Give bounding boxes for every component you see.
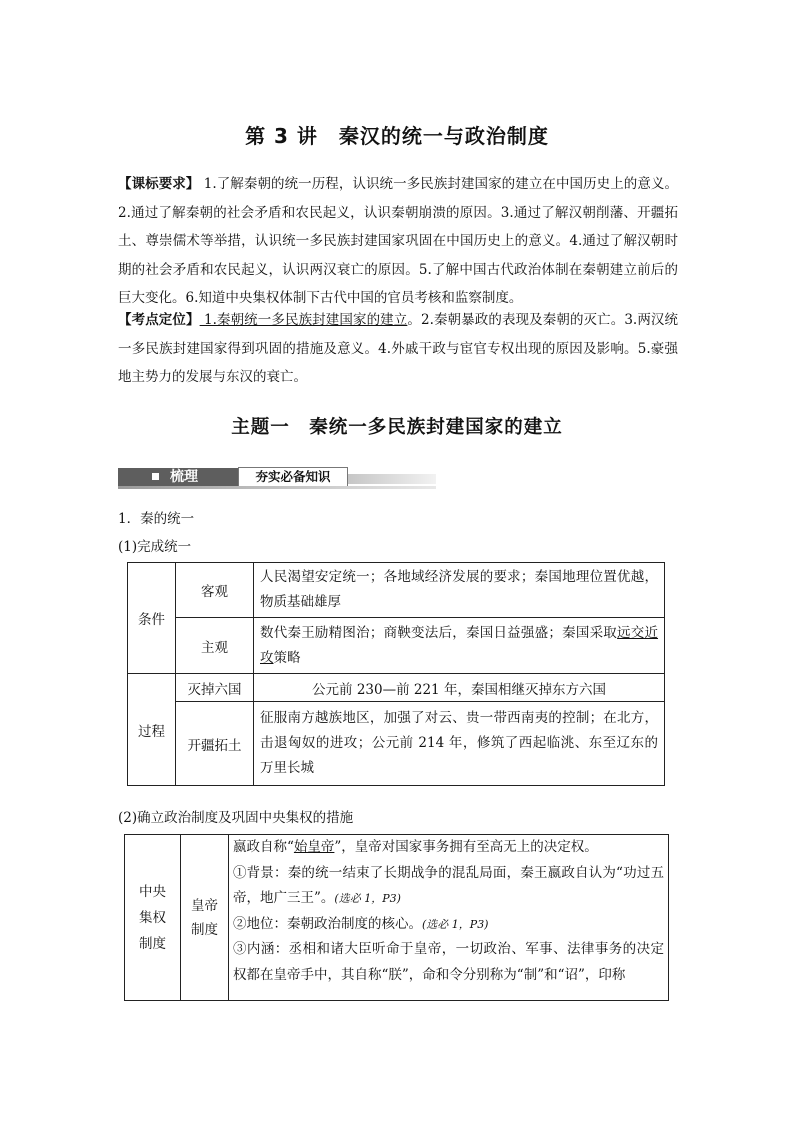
section-heading: 1．秦的统一 (118, 511, 195, 527)
exam-text: 。2.秦朝暴政的表现及秦朝的灭亡。3.两汉统一多民族封建国家得到巩固的措施及意义。4.外戚干政与宦官专权出现的原因及影响。5.豪强地主势力的发展与东汉的衰亡。 (118, 312, 679, 385)
subsection-heading: (1)完成统一 (118, 539, 192, 555)
cell-text: 策略 (273, 649, 301, 666)
table-cell (229, 835, 669, 1001)
table-cell: 灭掉六国 (176, 674, 254, 702)
curriculum-text: 1.了解秦朝的统一历程，认识统一多民族封建国家的建立在中国历史上的意义。2.通过了解秦朝的社会矛盾和农民起义，认识秦朝崩溃的原因。3.通过了解汉朝削藩、开疆拓土、尊崇儒术等举措，认识统一多民族封建国家巩固在中国历史上的意义。4.通过了解汉朝时期的社会矛盾和农民起义，认识两汉衰亡的原因。5.了解中国古代政治体制在秦朝建立前后的巨大变化。6.知道中央集权体制下古代中国的官员考核和监察制度。 (118, 176, 679, 306)
table-cell: 主观 (176, 618, 254, 674)
banner-square-icon (152, 473, 159, 480)
reference: (选必 1，P3) (422, 917, 489, 931)
page-title: 第 3 讲 秦汉的统一与政治制度 (245, 124, 549, 148)
cell-text: 中央集权制度 (139, 883, 166, 952)
table-cell: 人民渴望安定统一；各地域经济发展的要求；秦国地理位置优越，物质基础雄厚 (254, 563, 665, 618)
exam-text-underlined: 1.秦朝统一多民族封建国家的建立 (199, 312, 408, 328)
subsection-heading-2: (2)确立政治制度及巩固中央集权的措施 (118, 810, 354, 826)
table-cell: 公元前 230—前 221 年，秦国相继灭掉东方六国 (254, 674, 665, 702)
section-banner (118, 466, 436, 490)
cell-text: ②地位：秦朝政治制度的核心。 (233, 915, 422, 932)
banner-subtitle: 夯实必备知识 (238, 467, 348, 487)
cell-text: ①背景：秦的统一结束了长期战争的混乱局面，秦王嬴政自认为“功过五帝，地广三王”。 (233, 864, 664, 906)
curriculum-tag: 【课标要求】 (118, 176, 200, 192)
table-cell (125, 835, 181, 1001)
table-cell: 征服南方越族地区，加强了对云、贵一带西南夷的控制；在北方，击退匈奴的进攻；公元前 214 年，修筑了西起临洮、东至辽东的万里长城 (254, 702, 665, 786)
table-cell: 开疆拓土 (176, 702, 254, 786)
reference: (选必 1，P3) (334, 892, 401, 905)
cell-text: 皇帝制度 (191, 897, 218, 938)
table-cell (181, 835, 229, 1001)
cell-line (233, 861, 664, 912)
table-cell (254, 618, 665, 674)
cell-line: ③内涵：丞相和诸大臣听命于皇帝，一切政治、军事、法律事务的决定权都在皇帝手中，其自称“朕”，命和令分别称为“制”和“诏”，印称 (233, 941, 664, 983)
banner-label: 梳理 (170, 469, 198, 485)
banner-fade (348, 474, 436, 484)
table-cell: 条件 (128, 563, 176, 674)
exam-tag: 【考点定位】 (118, 312, 200, 328)
cell-text: 嬴政自称“ (233, 839, 294, 855)
cell-text-underlined: 远交近攻 (260, 624, 659, 666)
topic-title: 主题一 秦统一多民族封建国家的建立 (231, 417, 563, 438)
banner-rule (118, 486, 436, 489)
table-cell: 过程 (128, 674, 176, 786)
curriculum-requirements (118, 170, 678, 313)
cell-text-underlined: 始皇帝 (293, 839, 335, 855)
cell-line (233, 835, 664, 861)
cell-text: 数代秦王励精图治；商鞅变法后，秦国日益强盛；秦国采取 (260, 624, 618, 641)
unification-table (127, 562, 665, 786)
exam-points (118, 306, 678, 392)
table-cell: 客观 (176, 563, 254, 618)
cell-line (233, 912, 664, 938)
centralization-table (124, 834, 669, 1001)
cell-text: ”，皇帝对国家事务拥有至高无上的决定权。 (334, 839, 598, 855)
